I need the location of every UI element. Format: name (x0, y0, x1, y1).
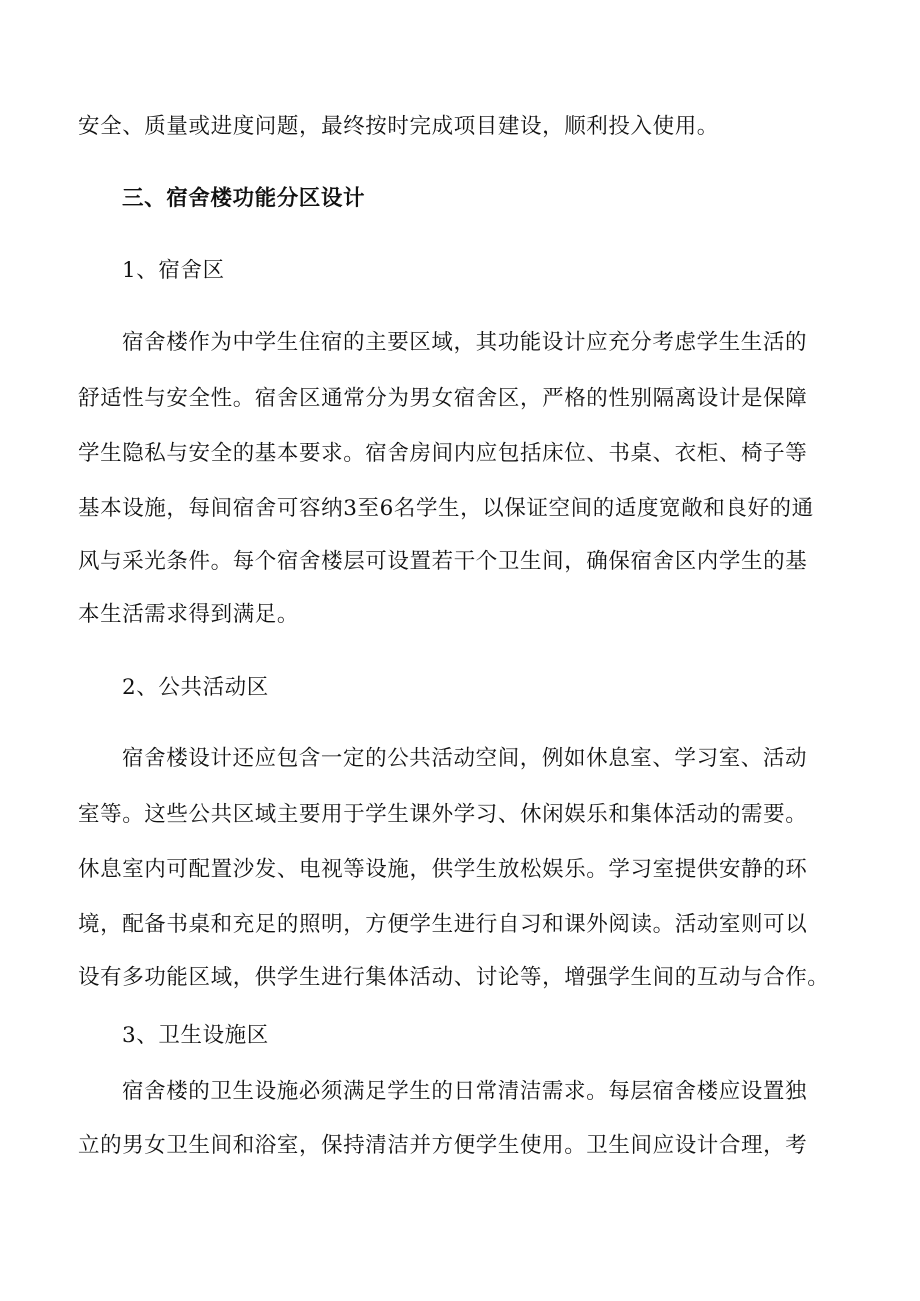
paragraph-line: 本生活需求得到满足。 (78, 602, 300, 627)
subsection-heading: 1、宿舍区 (122, 258, 225, 283)
paragraph-line: 休息室内可配置沙发、电视等设施，供学生放松娱乐。学习室提供安静的环 (78, 857, 808, 882)
paragraph-line: 风与采光条件。每个宿舍楼层可设置若干个卫生间，确保宿舍区内学生的基 (78, 549, 808, 574)
paragraph-line: 宿舍楼设计还应包含一定的公共活动空间，例如休息室、学习室、活动 (122, 746, 808, 771)
paragraph-line: 立的男女卫生间和浴室，保持清洁并方便学生使用。卫生间应设计合理，考 (78, 1133, 808, 1158)
paragraph-line: 基本设施，每间宿舍可容纳3至6名学生，以保证空间的适度宽敞和良好的通 (78, 496, 814, 521)
paragraph-line: 舒适性与安全性。宿舍区通常分为男女宿舍区，严格的性别隔离设计是保障 (78, 386, 808, 411)
paragraph-line: 境，配备书桌和充足的照明，方便学生进行自习和课外阅读。活动室则可以 (78, 912, 808, 937)
paragraph-line: 宿舍楼作为中学生住宿的主要区域，其功能设计应充分考虑学生生活的 (122, 330, 808, 355)
paragraph-line: 设有多功能区域，供学生进行集体活动、讨论等，增强学生间的互动与合作。 (78, 965, 830, 990)
paragraph-line: 学生隐私与安全的基本要求。宿舍房间内应包括床位、书桌、衣柜、椅子等 (78, 441, 808, 466)
paragraph-line: 室等。这些公共区域主要用于学生课外学习、休闲娱乐和集体活动的需要。 (78, 802, 808, 827)
subsection-heading: 3、卫生设施区 (122, 1023, 269, 1048)
paragraph-line: 安全、质量或进度问题，最终按时完成项目建设，顺利投入使用。 (78, 114, 719, 139)
paragraph-line: 宿舍楼的卫生设施必须满足学生的日常清洁需求。每层宿舍楼应设置独 (122, 1079, 808, 1104)
section-heading: 三、宿舍楼功能分区设计 (122, 186, 366, 211)
subsection-heading: 2、公共活动区 (122, 675, 269, 700)
